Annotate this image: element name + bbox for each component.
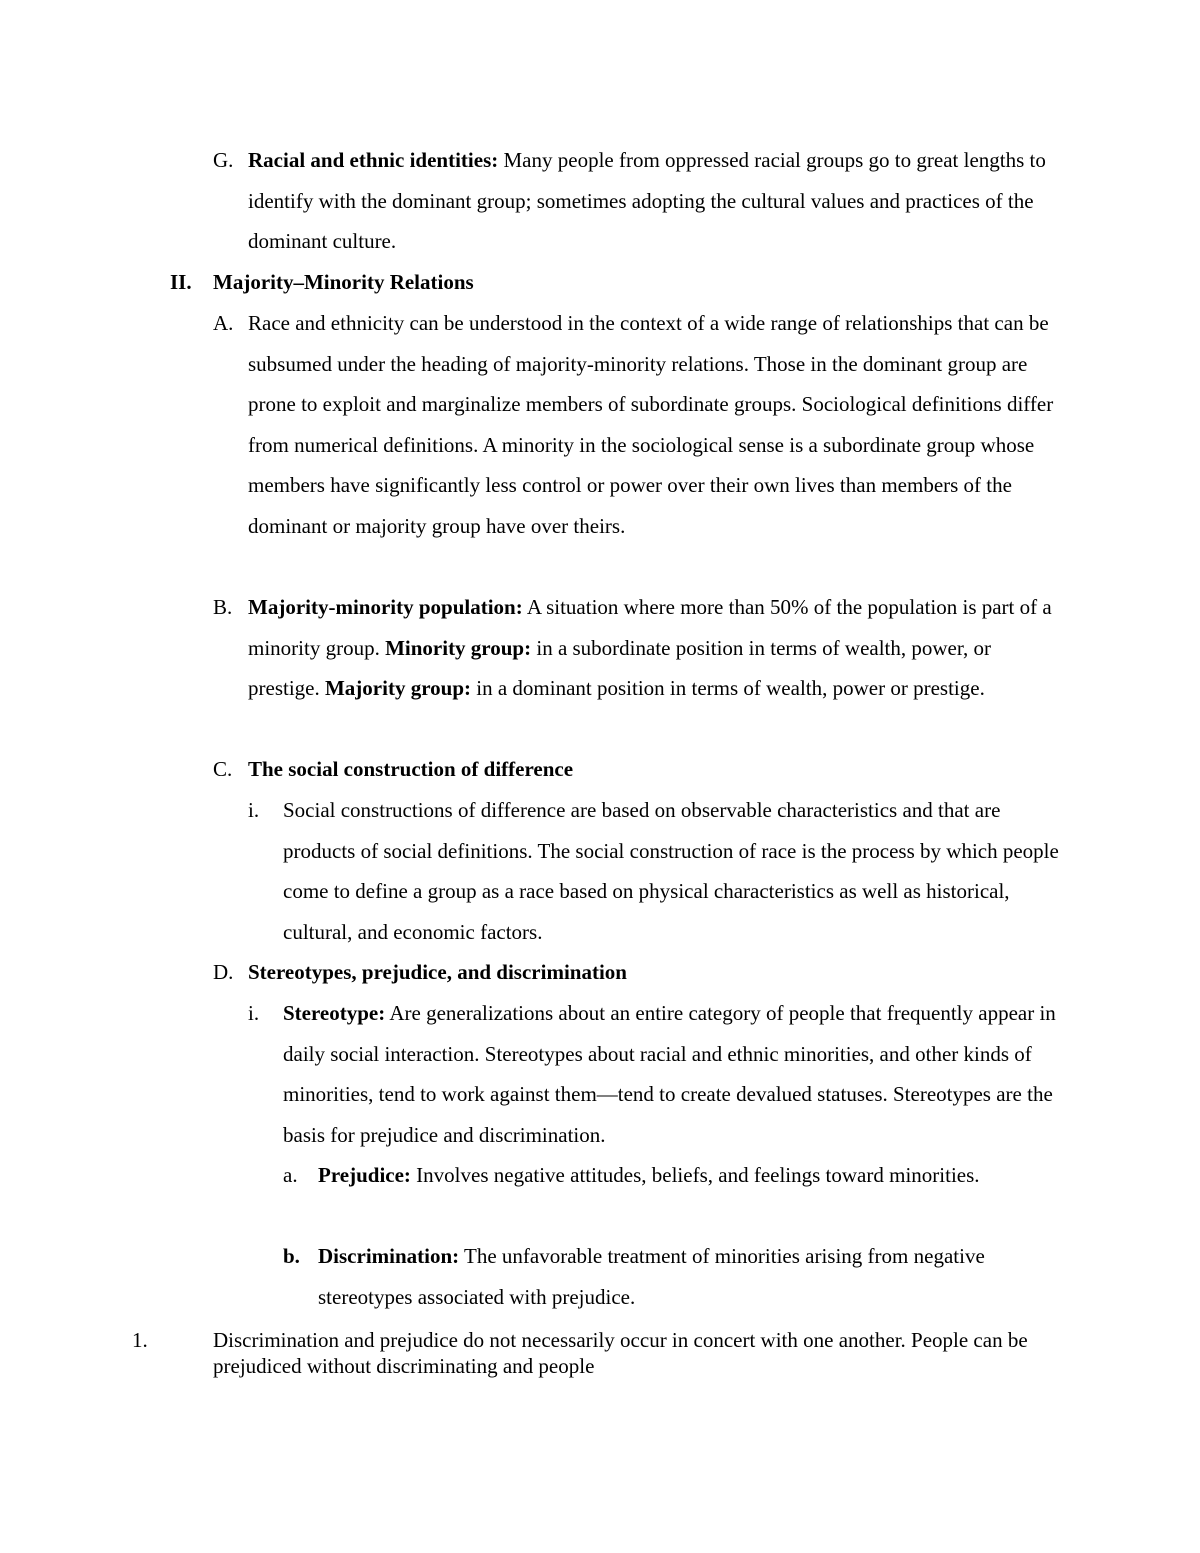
definition-text: Are generalizations about an entire category of people that frequently appear in daily social interaction. Stereotypes about racial and ethnic minorities, and other kinds of minorities, tend to work against them—tend to create devalued statuses. Stereotypes are the basis for prejudice and discrimination. — [283, 1001, 1056, 1147]
item-marker: b. — [283, 1244, 300, 1268]
item-body — [248, 587, 1063, 709]
section-heading: Majority–Minority Relations — [213, 270, 474, 294]
definition-text: The unfavorable treatment of minorities arising from negative stereotypes associated with prejudice. — [318, 1244, 985, 1309]
item-marker: A. — [213, 311, 234, 335]
item-marker: a. — [283, 1163, 298, 1187]
item-marker: C. — [213, 757, 233, 781]
item-heading: Stereotypes, prejudice, and discrimination — [248, 960, 627, 984]
definition-text: in a dominant position in terms of wealth, power or prestige. — [471, 676, 985, 701]
term-prejudice: Prejudice: — [318, 1163, 411, 1187]
term-majority-minority-population: Majority-minority population: — [248, 595, 523, 619]
term-majority-group: Majority group: — [324, 676, 471, 701]
item-marker: i. — [248, 1001, 260, 1025]
definition-text: Involves negative attitudes, beliefs, and feelings toward minorities. — [410, 1163, 980, 1187]
term-stereotype: Stereotype: — [283, 1001, 386, 1025]
item-body: Social constructions of difference are based on observable characteristics and that are products of social definitions. The social construction of race is the process by which people come to define a group as a race based on physical characteristics as well as historical, cultural, and economic factors. — [283, 798, 1059, 944]
item-marker: D. — [213, 960, 234, 984]
item-marker: G. — [213, 148, 234, 172]
term-minority-group: Minority group: — [385, 635, 532, 660]
definition-text: A situation where more than 50% of the population is part of a minority group. — [248, 595, 1052, 660]
section-marker: II. — [170, 270, 192, 294]
term-racial-ethnic-identities: Racial and ethnic identities: — [248, 148, 499, 172]
item-body — [318, 1155, 1018, 1196]
term-discrimination: Discrimination: — [318, 1244, 460, 1268]
item-body — [318, 1236, 1018, 1317]
item-heading: The social construction of difference — [248, 757, 574, 781]
item-body — [248, 140, 1063, 262]
item-body: Race and ethnicity can be understood in the context of a wide range of relationships that can be subsumed under the heading of majority-minority relations. Those in the dominant group are prone to exploit and marginalize members of subordinate groups. Sociological definitions differ from numerical definitions. A minority in the sociological sense is a subordinate group whose members have significantly less control or power over their own lives than members of the dominant or majority group have over theirs. — [248, 311, 1054, 538]
item-body — [283, 993, 1073, 1155]
item-marker: B. — [213, 595, 233, 619]
item-body: Discrimination and prejudice do not necessarily occur in concert with one another. People can be prejudiced without discriminating and people — [213, 1328, 1028, 1378]
definition-text: Many people from oppressed racial groups go to great lengths to identify with the dominant group; sometimes adopting the cultural values and practices of the dominant culture. — [248, 148, 1046, 254]
item-marker: 1. — [132, 1328, 148, 1352]
item-marker: i. — [248, 798, 260, 822]
definition-text: in a subordinate position in terms of wealth, power, or prestige. — [248, 635, 992, 701]
